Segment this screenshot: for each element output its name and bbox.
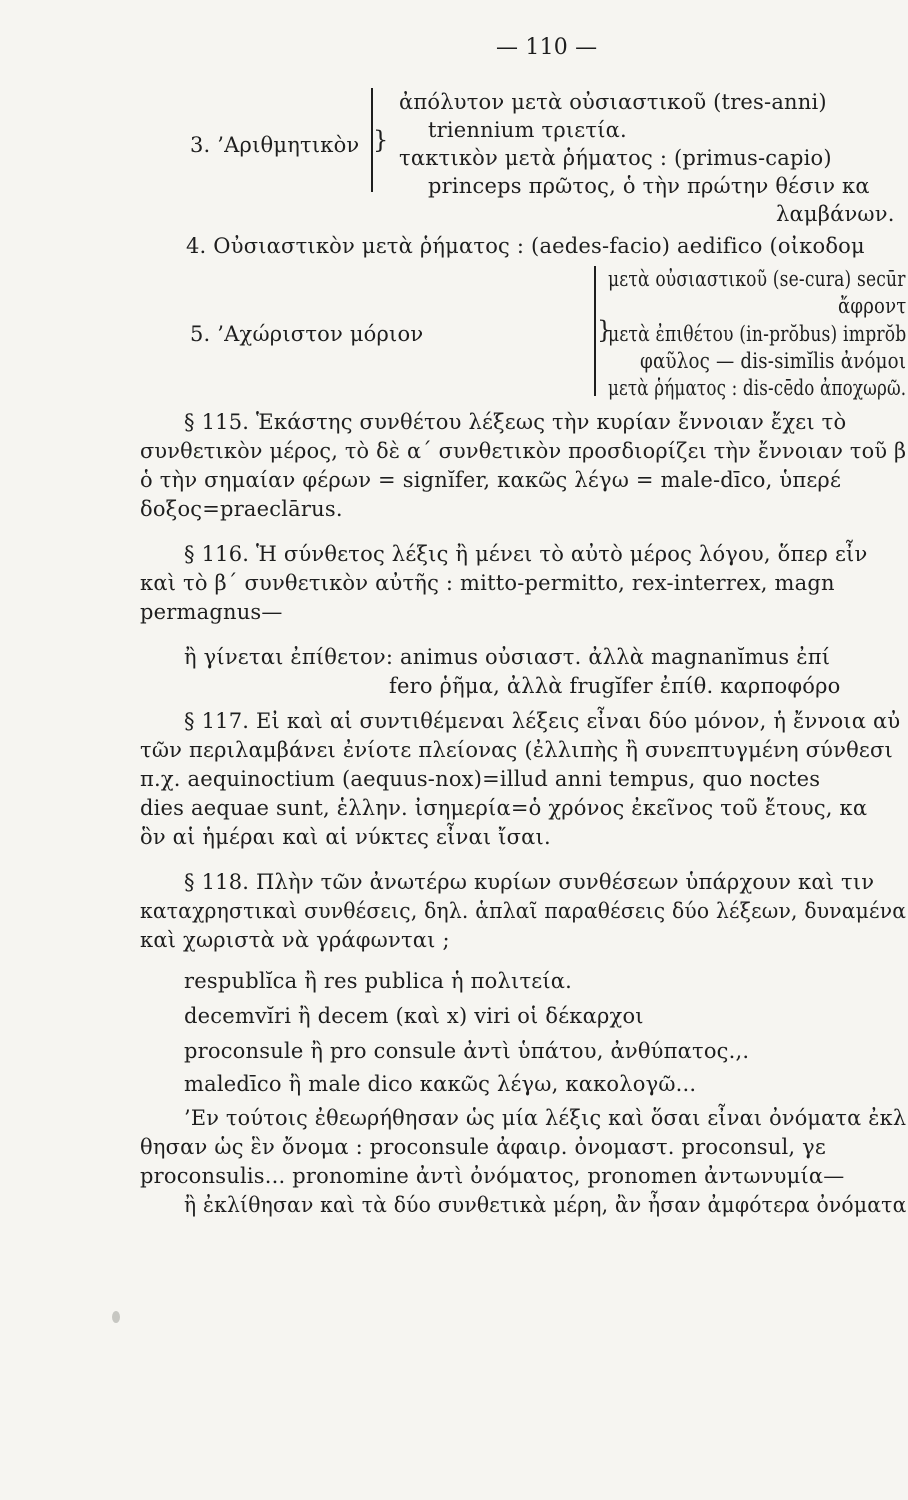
section-5-line: μετὰ ῥήματος : dis-cēdo ἀποχωρῶ. bbox=[608, 376, 907, 400]
paragraph-118-line: § 118. Πλὴν τῶν ἀνωτέρω κυρίων συνθέσεων ὑπάρχουν καὶ τιν bbox=[184, 870, 875, 894]
paragraph-115-line: δοξος=praeclārus. bbox=[140, 497, 343, 521]
section-5-line: φαῦλος — dis-simĭlis ἀνόμοι bbox=[640, 349, 907, 373]
closing-line: ἢ ἐκλίθησαν καὶ τὰ δύο συνθετικὰ μέρη, ἂν ἦσαν ἀμφότερα ὀνόματα bbox=[184, 1193, 907, 1217]
section-3-line: princeps πρῶτος, ὁ τὴν πρώτην θέσιν κα bbox=[428, 174, 870, 198]
paragraph-115-line: § 115. Ἑκάστης συνθέτου λέξεως τὴν κυρίαν ἔννοιαν ἔχει τὸ bbox=[184, 410, 847, 434]
paragraph-117-line: π.χ. aequinoctium (aequus-nox)=illud anni tempus, quo noctes bbox=[140, 767, 821, 791]
paragraph-117-line: τῶν περιλαμβάνει ἐνίοτε πλείονας (ἐλλιπὴς ἢ συνεπτυγμένη σύνθεσι bbox=[140, 738, 893, 762]
paragraph-115-line: ὁ τὴν σημαίαν φέρων = signĭfer, κακῶς λέγω = male-dīco, ὑπερέ bbox=[140, 468, 842, 492]
section-3-line: λαμβάνων. bbox=[776, 202, 895, 226]
paragraph-116-line: fero ῥῆμα, ἀλλὰ frugĭfer ἐπίθ. καρποφόρο bbox=[389, 674, 841, 698]
section-5-line: μετὰ οὐσιαστικοῦ (se-cura) secūr bbox=[608, 267, 906, 291]
example-line: respublĭca ἢ res publica ἡ πολιτεία. bbox=[184, 969, 573, 993]
brace-tip: } bbox=[597, 316, 613, 344]
paragraph-116-line: ἢ γίνεται ἐπίθετον: animus οὐσιαστ. ἀλλὰ magnanĭmus ἐπί bbox=[184, 645, 831, 669]
section-3-label: 3. ’Αριθμητικὸν bbox=[190, 133, 360, 157]
paragraph-118-line: καταχρηστικαὶ συνθέσεις, δηλ. ἁπλαῖ παραθέσεις δύο λέξεων, δυναμένα bbox=[140, 899, 907, 923]
example-line: proconsule ἢ pro consule ἀντὶ ὑπάτου, ἀνθύπατος.,. bbox=[184, 1039, 750, 1063]
paragraph-118-line: καὶ χωριστὰ νὰ γράφωνται ; bbox=[140, 928, 450, 952]
paragraph-117-line: § 117. Εἰ καὶ αἱ συντιθέμεναι λέξεις εἶναι δύο μόνον, ἡ ἔννοια αὐ bbox=[184, 709, 901, 733]
brace-line bbox=[594, 266, 596, 396]
example-line: decemvĭri ἢ decem (καὶ x) viri οἱ δέκαρχοι bbox=[184, 1004, 644, 1028]
section-3-line: triennium τριετία. bbox=[428, 118, 627, 142]
section-5-line: ἄφροντ bbox=[838, 294, 907, 318]
section-4-line: 4. Οὐσιαστικὸν μετὰ ῥήματος : (aedes-facio) aedifico (οἰκοδομ bbox=[186, 234, 865, 258]
brace-tip: } bbox=[373, 126, 389, 154]
closing-line: ’Εν τούτοις ἐθεωρήθησαν ὡς μία λέξις καὶ ὅσαι εἶναι ὀνόματα ἐκλ bbox=[184, 1106, 907, 1130]
paragraph-117-line: ὃν αἱ ἡμέραι καὶ αἱ νύκτες εἶναι ἴσαι. bbox=[140, 825, 551, 849]
closing-line: θησαν ὡς ἓν ὄνομα : proconsule ἀφαιρ. ὀνομαστ. proconsul, γε bbox=[140, 1135, 826, 1159]
section-3-line: ἀπόλυτον μετὰ οὐσιαστικοῦ (tres-anni) bbox=[399, 90, 827, 114]
paragraph-117-line: dies aequae sunt, ἑλλην. ἰσημερία=ὁ χρόνος ἐκεῖνος τοῦ ἔτους, κα bbox=[140, 796, 868, 820]
section-3-line: τακτικὸν μετὰ ῥήματος : (primus-capio) bbox=[399, 146, 832, 170]
closing-line: proconsulis... pronomine ἀντὶ ὀνόματος, pronomen ἀντωνυμία— bbox=[140, 1164, 845, 1188]
paragraph-115-line: συνθετικὸν μέρος, τὸ δὲ α΄ συνθετικὸν προσδιορίζει τὴν ἔννοιαν τοῦ β bbox=[140, 439, 907, 463]
paragraph-116-line: § 116. Ἡ σύνθετος λέξις ἢ μένει τὸ αὐτὸ μέρος λόγου, ὅπερ εἶν bbox=[184, 542, 868, 566]
ink-spot bbox=[112, 1311, 120, 1323]
section-5-line: μετὰ ἐπιθέτου (in-prŏbus) imprŏb bbox=[608, 322, 907, 346]
example-line: maledīco ἢ male dico κακῶς λέγω, κακολογῶ... bbox=[184, 1072, 697, 1096]
section-5-label: 5. ’Αχώριστον μόριον bbox=[190, 322, 424, 346]
page-number: — 110 — bbox=[496, 35, 598, 60]
paragraph-116-line: καὶ τὸ β΄ συνθετικὸν αὐτῆς : mitto-permitto, rex-interrex, magn bbox=[140, 571, 835, 595]
paragraph-116-line: permagnus— bbox=[140, 600, 283, 624]
